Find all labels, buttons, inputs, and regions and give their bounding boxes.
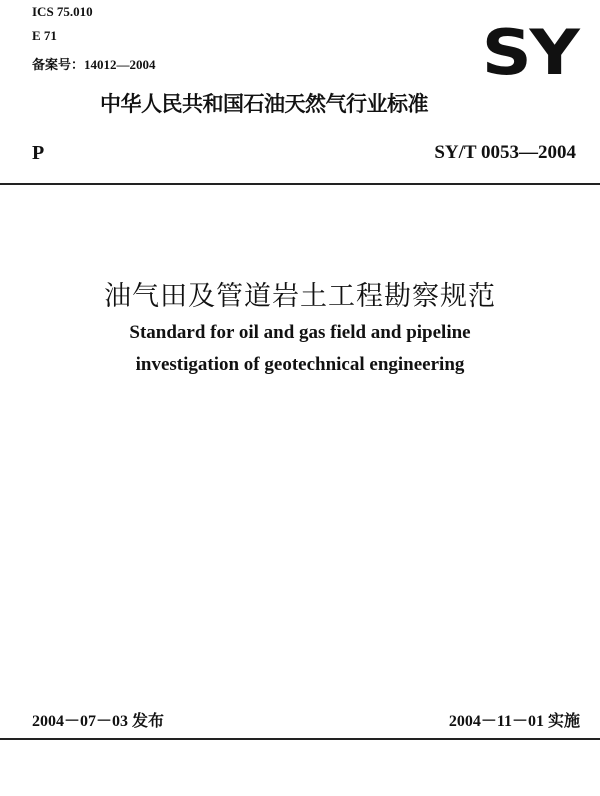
record-number: 备案号：14012—2004	[32, 57, 156, 72]
implementation-date: 2004－11－01 实施	[448, 713, 580, 730]
standard-code: SY/T 0053—2004	[434, 142, 576, 163]
category-letter: P	[32, 142, 45, 164]
document-title-english-line1: Standard for oil and gas field and pipeline	[129, 322, 471, 343]
bottom-divider	[0, 738, 600, 740]
sy-logo: SY	[482, 16, 578, 89]
publish-date: 2004－07－03 发布	[32, 713, 165, 730]
document-title-chinese: 油气田及管道岩土工程勘察规范	[104, 281, 496, 312]
classification-code: E 71	[32, 28, 57, 43]
issuer-title: 中华人民共和国石油天然气行业标准	[100, 92, 428, 116]
document-title-english-line2: investigation of geotechnical engineering	[135, 354, 465, 375]
ics-code: ICS 75.010	[32, 4, 93, 19]
top-divider	[0, 183, 600, 185]
